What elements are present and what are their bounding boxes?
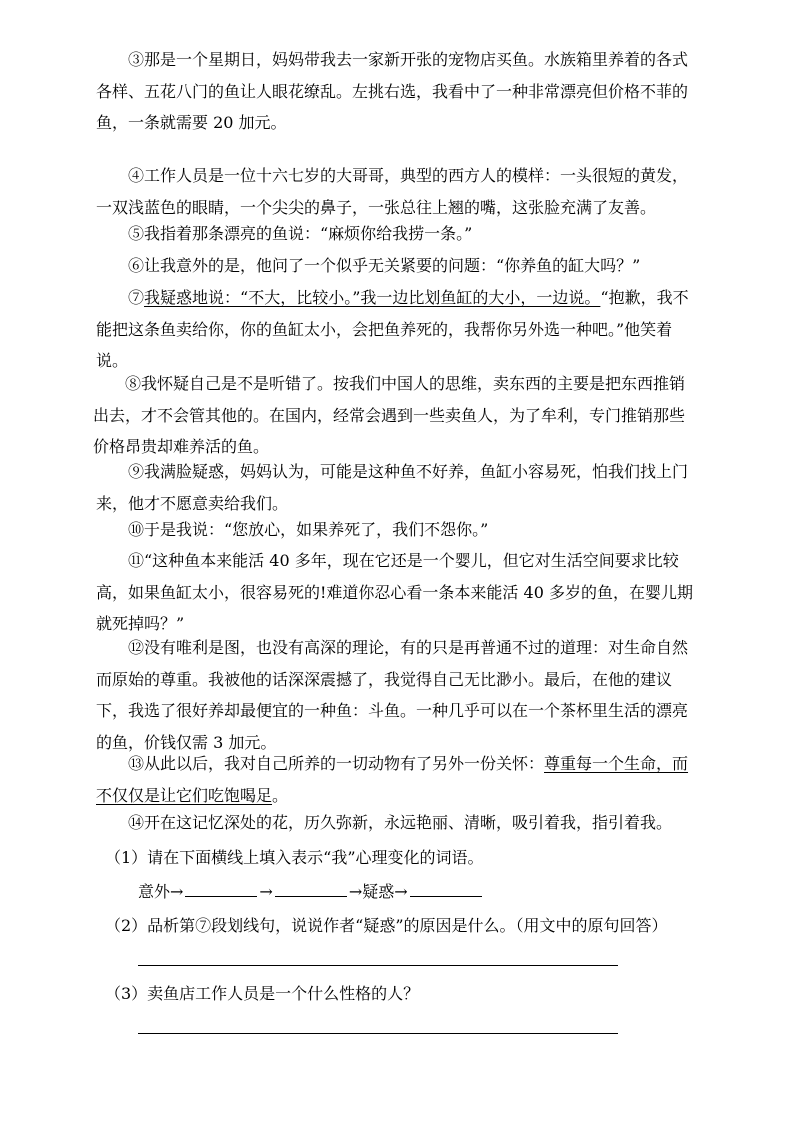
answer-arrow: → — [259, 882, 273, 901]
paragraph-3: ③那是一个星期日，妈妈带我去一家新开张的宠物店买鱼。水族箱里养着的各式各样、五花八门的鱼让人眼花缭乱。左挑右选，我看中了一种非常漂亮但价格不菲的鱼，一条就需要 20 加元。 — [96, 50, 689, 132]
paragraph-6: ⑥让我意外的是，他问了一个似乎无关紧要的问题：“你养鱼的缸大吗？” — [128, 256, 641, 275]
paragraph-13-text: ⑬从此以后，我对自己所养的一切动物有了另外一份关怀： — [128, 754, 545, 773]
question-1: （1）请在下面横线上填入表示“我”心理变化的词语。 — [105, 848, 484, 867]
question-1-answer-row — [138, 876, 484, 908]
paragraph-7 — [96, 282, 700, 377]
question-2-answer-line[interactable] — [138, 965, 618, 966]
paragraph-10: ⑩于是我说：“您放心，如果养死了，我们不怨你。” — [128, 520, 489, 539]
paragraph-11: ⑪“这种鱼本来能活 40 多年，现在它还是一个婴儿，但它对生活空间要求比较高，如果鱼缸太小，很容易死的!难道你忍心看一条本来能活 40 多岁的鱼，在婴儿期就死掉吗？” — [96, 551, 693, 633]
paragraph-12: ⑫没有唯利是图，也没有高深的理论，有的只是再普通不过的道理：对生命自然而原始的尊重。我被他的话深深震撼了，我觉得自己无比渺小。最后，在他的建议下，我选了很好养却最便宜的一种鱼：斗鱼。一种几乎可以在一个茶杯里生活的漂亮的鱼，价钱仅需 3 加元。 — [96, 638, 689, 752]
paragraph-5: ⑤我指着那条漂亮的鱼说：“麻烦你给我捞一条。” — [128, 224, 473, 243]
question-2: （2）品析第⑦段划线句，说说作者“疑惑”的原因是什么。（用文中的原句回答） — [105, 916, 668, 935]
answer-blank-1[interactable] — [185, 878, 257, 897]
paragraph-7-underlined-sentence: 我疑惑地说：“不大，比较小。”我一边比划鱼缸的大小，一边说。 — [144, 288, 601, 307]
paragraph-13-end: 。 — [272, 785, 289, 805]
question-3: （3）卖鱼店工作人员是一个什么性格的人？ — [105, 984, 420, 1003]
answer-blank-3[interactable] — [410, 878, 482, 897]
answer-blank-2[interactable] — [275, 878, 347, 897]
paragraph-7-number: ⑦ — [128, 288, 145, 307]
answer-middle-word: →疑惑→ — [348, 882, 408, 901]
paragraph-8: ⑧我怀疑自己是不是听错了。按我们中国人的思维，卖东西的主要是把东西推销出去，才不会管其他的。在国内，经常会遇到一些卖鱼人，为了牟利，专门推销那些价格昂贵却难养活的鱼。 — [93, 374, 686, 456]
question-3-answer-line[interactable] — [138, 1033, 618, 1034]
answer-start-word: 意外→ — [138, 882, 184, 901]
paragraph-13 — [96, 748, 700, 811]
paragraph-7-rest: “抱歉，我不能把这条鱼卖给你，你的鱼缸太小，会把鱼养死的，我帮你另外选一种吧。”他笑着说。 — [96, 288, 689, 370]
paragraph-9: ⑨我满脸疑惑，妈妈认为，可能是这种鱼不好养，鱼缸小容易死，怕我们找上门来，他才不愿意卖给我们。 — [96, 462, 689, 513]
paragraph-14: ⑭开在这记忆深处的花，历久弥新，永远艳丽、清晰，吸引着我，指引着我。 — [128, 813, 673, 832]
paragraph-13-underlined-sentence: 尊重每一个生命，而不仅仅是让它们吃饱喝足 — [96, 754, 689, 805]
paragraph-4: ④工作人员是一位十六七岁的大哥哥，典型的西方人的模样：一头很短的黄发，一双浅蓝色的眼睛，一个尖尖的鼻子，一张总往上翘的嘴，这张脸充满了友善。 — [96, 166, 689, 217]
